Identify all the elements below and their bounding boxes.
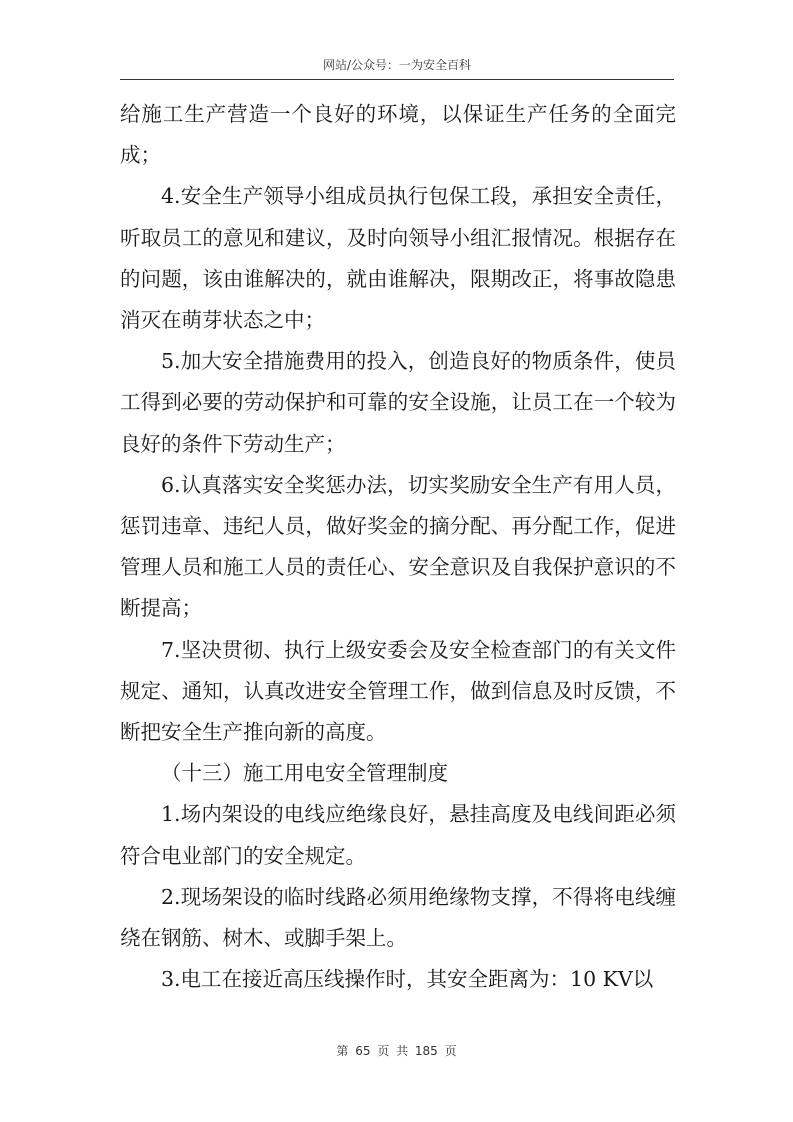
header-text: 网站/公众号：一为安全百科 [322,58,472,72]
paragraph-item-7: 7.坚决贯彻、执行上级安委会及安全检查部门的有关文件规定、通知，认真改进安全管理工作，做到信息及时反馈，不断把安全生产推向新的高度。 [120,637,676,745]
paragraph-electric-3: 3.电工在接近高压线操作时，其安全距离为：10 KV以 [161,967,654,992]
paragraph-electric-2: 2.现场架设的临时线路必须用绝缘物支撑，不得将电线缠绕在钢筋、树木、或脚手架上。 [120,884,676,951]
paragraph-item-6: 6.认真落实安全奖惩办法，切实奖励安全生产有用人员，惩罚违章、违纪人员，做好奖金的摘分配、再分配工作，促进管理人员和施工人员的责任心、安全意识及自我保护意识的不断提高； [120,472,676,621]
section-heading: （十三）施工用电安全管理制度 [161,761,448,786]
document-body [120,94,676,1000]
page-number: 第 65 页 共 185 页 [336,1044,457,1058]
paragraph-item-4: 4.安全生产领导小组成员执行包保工段，承担安全责任，听取员工的意见和建议，及时向领导小组汇报情况。根据存在的问题，该由谁解决的，就由谁解决，限期改正，将事故隐患消灭在萌芽状态之中； [120,184,676,333]
page-header [120,0,674,80]
paragraph-continuation: 给施工生产营造一个良好的环境，以保证生产任务的全面完成； [120,102,676,168]
paragraph-item-5: 5.加大安全措施费用的投入，创造良好的物质条件，使员工得到必要的劳动保护和可靠的安全设施，让员工在一个较为良好的条件下劳动生产； [120,349,676,456]
paragraph-electric-1: 1.场内架设的电线应绝缘良好，悬挂高度及电线间距必须符合电业部门的安全规定。 [120,802,676,868]
